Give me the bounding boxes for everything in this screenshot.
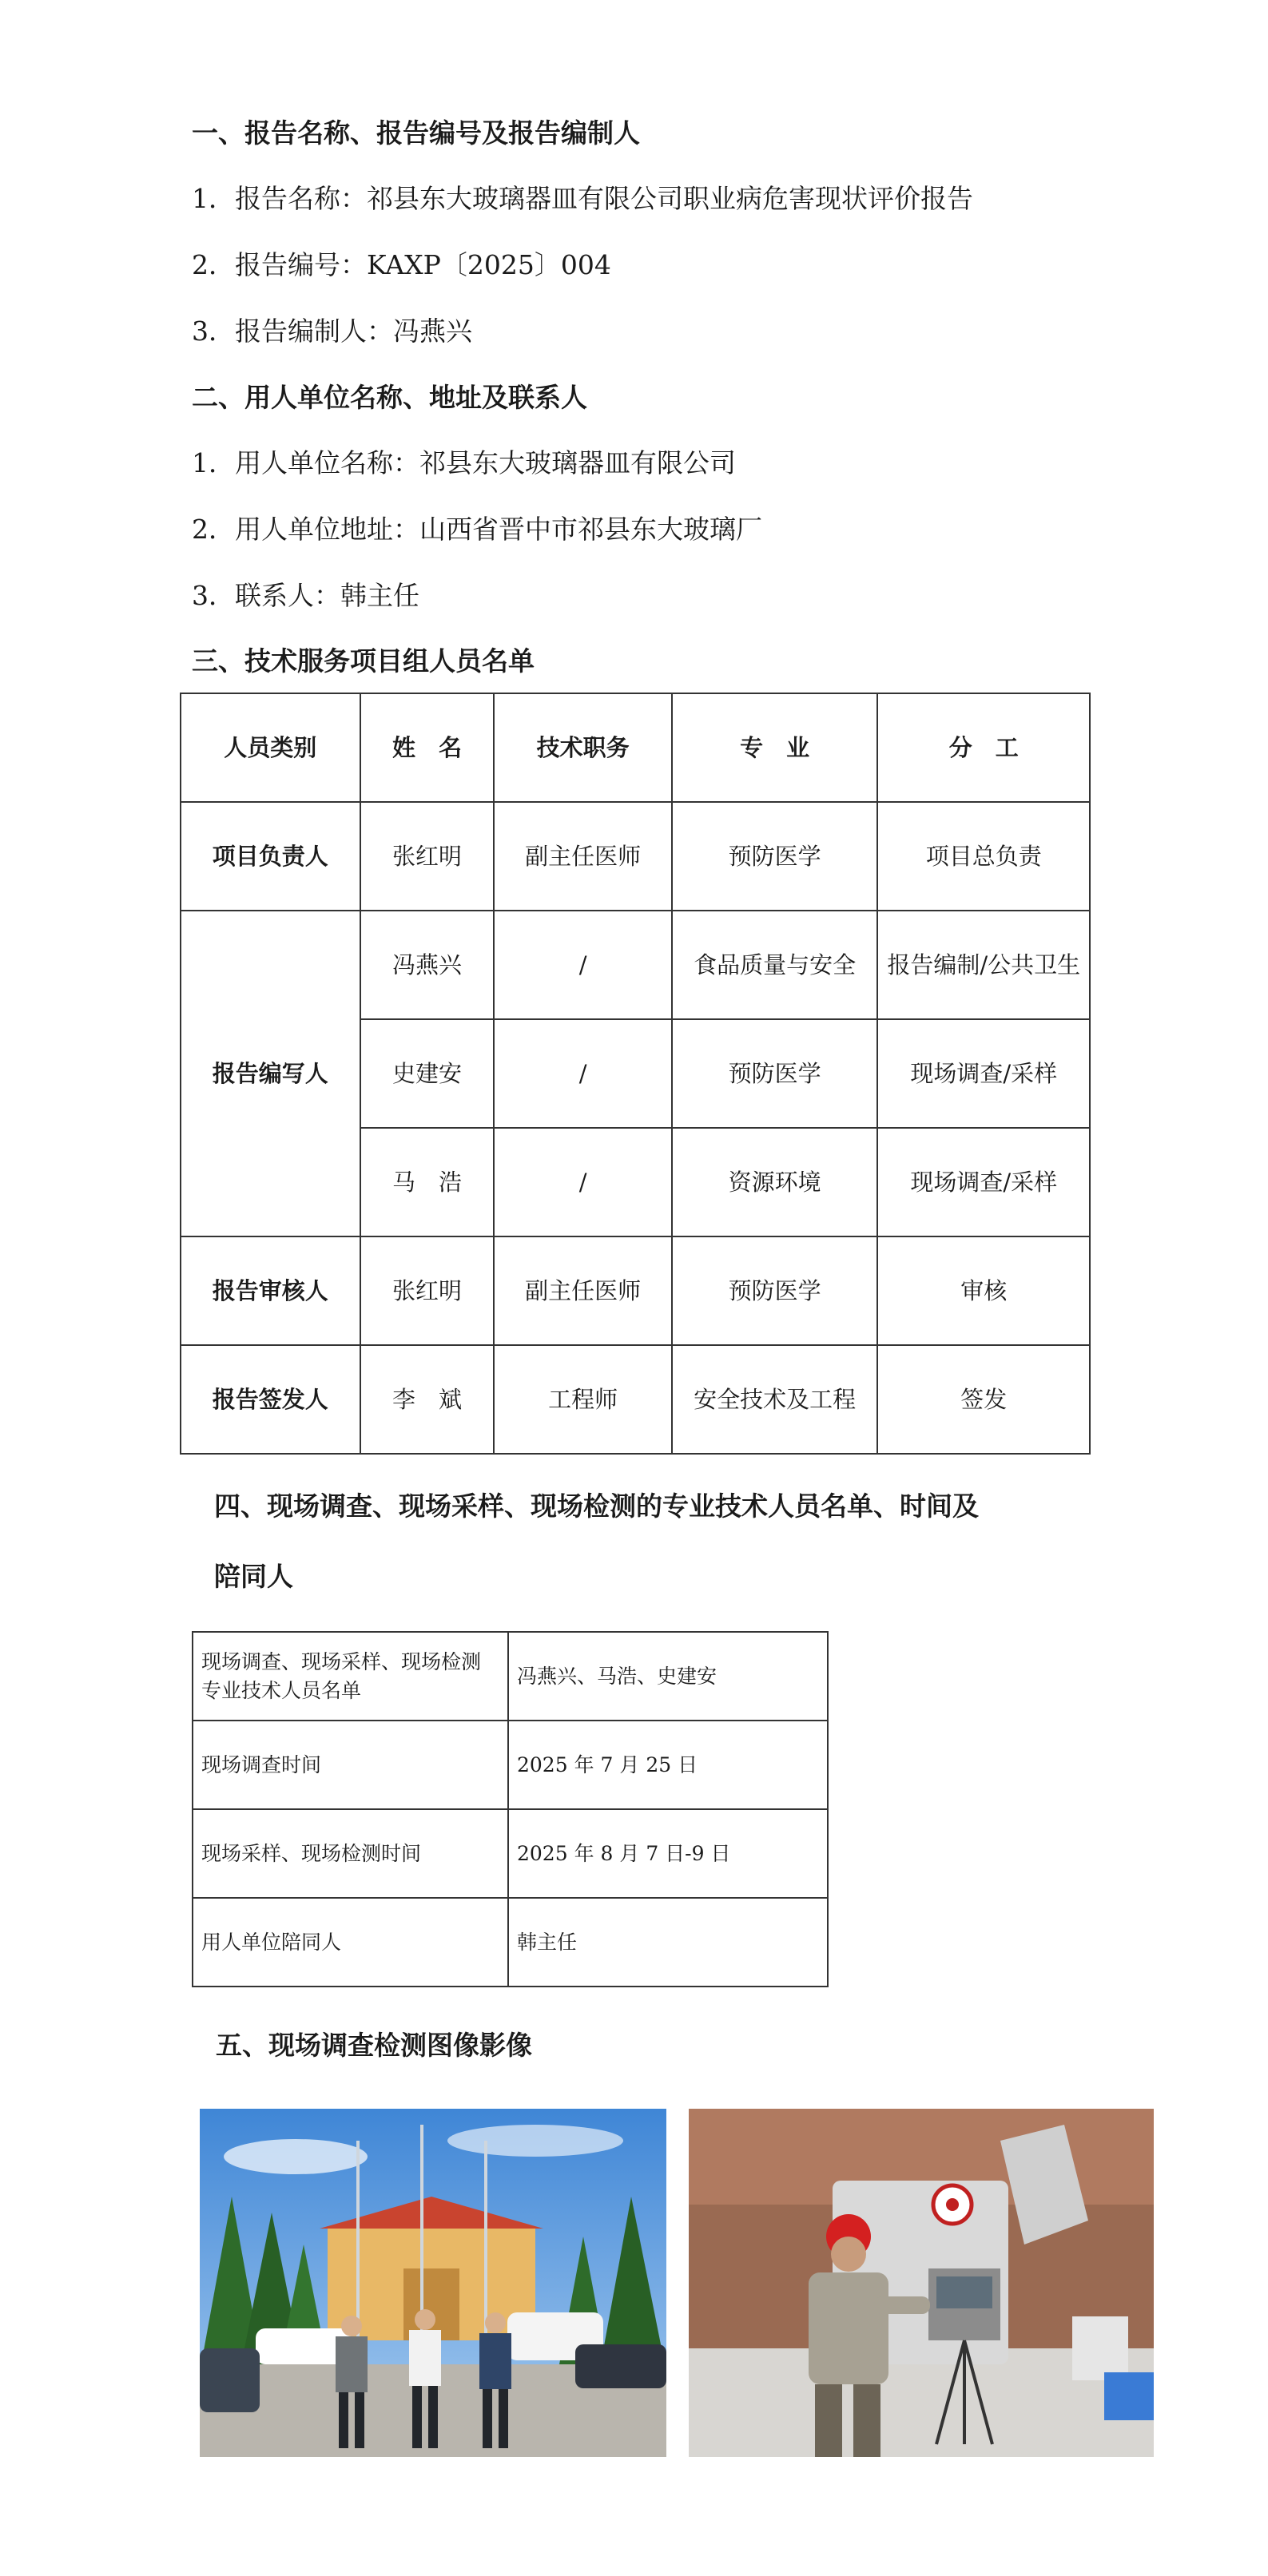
site-photo-sampling [689, 2109, 1154, 2457]
cell-label: 用人单位陪同人 [193, 1898, 508, 1987]
cell-duty: 审核 [877, 1236, 1090, 1345]
section5-heading: 五、现场调查检测图像影像 [216, 2030, 532, 2061]
col-header-name: 姓 名 [360, 693, 495, 802]
table-row [193, 1898, 828, 1987]
cell-major: 安全技术及工程 [672, 1345, 878, 1454]
cell-name: 马 浩 [360, 1128, 495, 1236]
employer-name: 1．用人单位名称：祁县东大玻璃器皿有限公司 [192, 447, 736, 478]
staff-table [192, 1631, 829, 1987]
table-row [181, 1236, 1090, 1345]
role-issuer: 报告签发人 [181, 1345, 360, 1454]
table-row [193, 1809, 828, 1898]
role-reviewer: 报告审核人 [181, 1236, 360, 1345]
site-photo-entrance [200, 2109, 666, 2457]
team-table [180, 693, 1091, 1455]
cell-duty: 现场调查/采样 [877, 1019, 1090, 1128]
cell-title: 工程师 [494, 1345, 672, 1454]
table-row [193, 1632, 828, 1721]
cell-name: 张红明 [360, 802, 495, 911]
cell-title: / [494, 1128, 672, 1236]
cell-value: 2025 年 7 月 25 日 [508, 1721, 828, 1809]
team-table-header [181, 693, 1090, 802]
report-author: 3．报告编制人：冯燕兴 [192, 316, 472, 347]
cell-name: 李 斌 [360, 1345, 495, 1454]
section4-heading-line1: 四、现场调查、现场采样、现场检测的专业技术人员名单、时间及 [214, 1490, 979, 1522]
cell-value: 冯燕兴、马浩、史建安 [508, 1632, 828, 1721]
table-row [181, 911, 1090, 1019]
cell-title: 副主任医师 [494, 802, 672, 911]
cell-title: 副主任医师 [494, 1236, 672, 1345]
section2-heading: 二、用人单位名称、地址及联系人 [192, 382, 587, 413]
cell-duty: 签发 [877, 1345, 1090, 1454]
report-number: 2．报告编号：KAXP〔2025〕004 [192, 249, 611, 280]
cell-major: 预防医学 [672, 1019, 878, 1128]
cell-duty: 报告编制/公共卫生 [877, 911, 1090, 1019]
cell-major: 资源环境 [672, 1128, 878, 1236]
table-row [193, 1721, 828, 1809]
cell-title: / [494, 911, 672, 1019]
col-header-title: 技术职务 [494, 693, 672, 802]
col-header-duty: 分 工 [877, 693, 1090, 802]
cell-major: 预防医学 [672, 1236, 878, 1345]
cell-value: 2025 年 8 月 7 日-9 日 [508, 1809, 828, 1898]
entrance-photo-illustration [200, 2109, 666, 2457]
section1-heading: 一、报告名称、报告编号及报告编制人 [192, 117, 640, 149]
report-name: 1．报告名称：祁县东大玻璃器皿有限公司职业病危害现状评价报告 [192, 183, 973, 214]
cell-title: / [494, 1019, 672, 1128]
cell-label: 现场采样、现场检测时间 [193, 1809, 508, 1898]
section3-heading: 三、技术服务项目组人员名单 [192, 645, 535, 677]
cell-duty: 项目总负责 [877, 802, 1090, 911]
table-row [181, 1345, 1090, 1454]
role-lead: 项目负责人 [181, 802, 360, 911]
cell-major: 食品质量与安全 [672, 911, 878, 1019]
cell-major: 预防医学 [672, 802, 878, 911]
cell-label: 现场调查时间 [193, 1721, 508, 1809]
contact-person: 3．联系人：韩主任 [192, 580, 419, 611]
sampling-photo-illustration [689, 2109, 1154, 2457]
section4-heading-line2: 陪同人 [214, 1561, 293, 1592]
col-header-category: 人员类别 [181, 693, 360, 802]
cell-value: 韩主任 [508, 1898, 828, 1987]
cell-name: 冯燕兴 [360, 911, 495, 1019]
employer-address: 2．用人单位地址：山西省晋中市祁县东大玻璃厂 [192, 514, 762, 545]
col-header-major: 专 业 [672, 693, 878, 802]
cell-name: 张红明 [360, 1236, 495, 1345]
role-writers: 报告编写人 [181, 911, 360, 1236]
table-row [181, 802, 1090, 911]
cell-label: 现场调查、现场采样、现场检测专业技术人员名单 [193, 1632, 508, 1721]
cell-duty: 现场调查/采样 [877, 1128, 1090, 1236]
cell-name: 史建安 [360, 1019, 495, 1128]
